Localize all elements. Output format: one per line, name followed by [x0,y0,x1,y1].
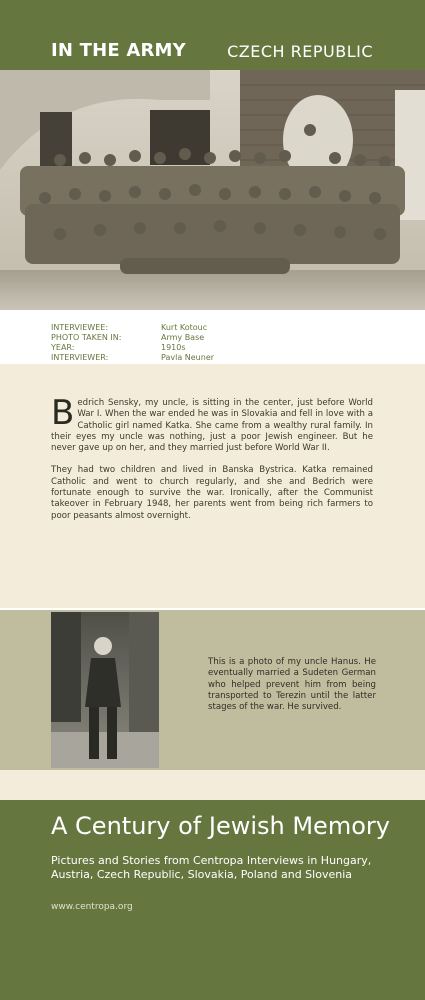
page-footer [0,800,425,1000]
meta-value: Pavla Neuner [161,353,215,362]
cream-strip [0,770,425,800]
story-paragraph-2: They had two children and lived in Banska Bystrica. Katka remained Catholic and went to church regularly, and she and Bedrich were fortunate enough to survive the war. Ironically, after the Communist takeover in February 1948, her parents went from being rich farmers to poor peasants almost overnight. [51,465,373,521]
page-header [0,0,425,70]
footer-subtitle: Pictures and Stories from Centropa Interviews in Hungary, Austria, Czech Republic, Slovakia, Poland and Slovenia [51,854,372,881]
section-title: IN THE ARMY [51,40,186,61]
secondary-photo-panel [0,610,425,770]
story-section [0,364,425,608]
meta-key: YEAR: [51,343,75,352]
story-text [51,393,373,533]
meta-value: Army Base [161,333,205,342]
photo-metadata [0,310,425,364]
website-link[interactable]: www.centropa.org [51,902,133,912]
drop-cap: B [51,393,75,433]
photo-caption: This is a photo of my uncle Hanus. He eventually married a Sudeten German who helped prevent him from being transported to Terezin until the latter stages of the war. He survived. [208,657,376,713]
meta-key: PHOTO TAKEN IN: [51,333,122,342]
footer-title: A Century of Jewish Memory [51,812,390,840]
meta-key: INTERVIEWER: [51,353,109,362]
army-group-photo [0,70,425,310]
meta-key: INTERVIEWEE: [51,323,109,332]
meta-value: 1910s [161,343,186,352]
country-label: CZECH REPUBLIC [227,42,373,61]
uncle-hanus-photo [51,612,159,768]
meta-value: Kurt Kotouc [161,323,208,332]
story-paragraph-1-text: edrich Sensky, my uncle, is sitting in the center, just before World War I. When the war ended he was in Slovakia and fell in love with a Catholic girl named Katka. She came from a wealthy rural family. In their eyes my uncle was nothing, just a poor Jewish engineer. But he never gave up on her, and they married just before World War II. [51,398,373,454]
army-photo-illustration [0,70,425,310]
story-paragraph [51,393,373,454]
portrait-illustration [51,612,159,768]
